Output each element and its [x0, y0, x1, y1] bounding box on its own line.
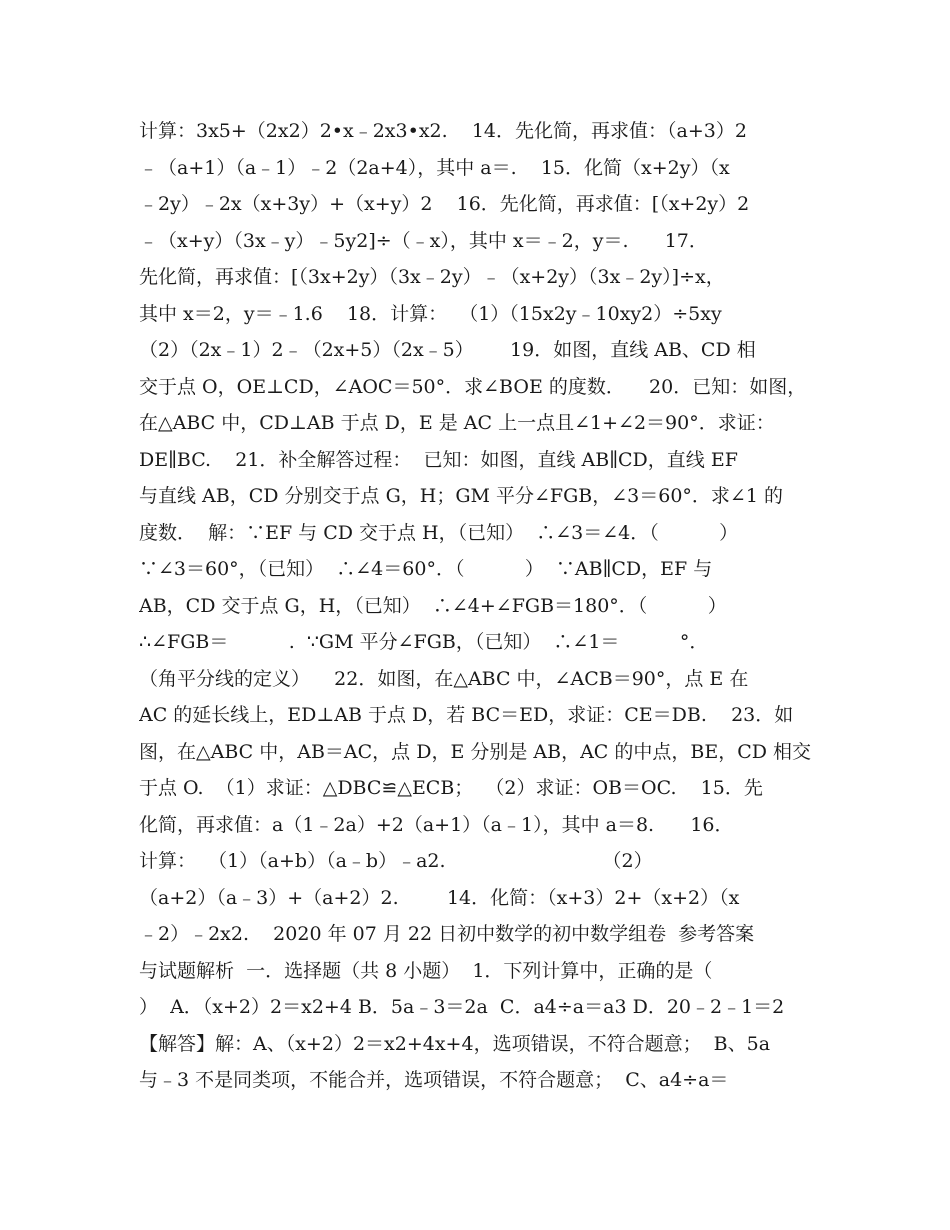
text-line: ﹣（a+1）（a﹣1）﹣2（2a+4），其中 a＝. 15．化简（x+2y）（x	[139, 156, 730, 179]
text-line: ∴∠FGB＝ . ∵GM 平分∠FGB，（已知） ∴∠1＝ °．	[139, 631, 709, 653]
text-line: DE∥BC. 21．补全解答过程： 已知：如图，直线 AB∥CD，直线 EF	[139, 448, 738, 471]
text-line: （角平分线的定义） 22．如图，在△ABC 中，∠ACB＝90°，点 E 在	[139, 667, 749, 690]
text-line: 于点 O. （1）求证：△DBC≌△ECB； （2）求证：OB＝OC. 15．先	[139, 777, 763, 799]
text-line: 图，在△ABC 中，AB＝AC，点 D，E 分别是 AB，AC 的中点，BE，CD 相交	[139, 740, 812, 763]
text-line: AC 的延长线上，ED⊥AB 于点 D，若 BC＝ED，求证：CE＝DB. 23．如	[139, 704, 794, 726]
text-line: ∵∠3＝60°，（已知） ∴∠4＝60°．（ ） ∵AB∥CD，EF 与	[139, 558, 713, 580]
text-line: ） A．（x+2）2＝x2+4 B．5a﹣3＝2a C．a4÷a＝a3 D．20﹣2﹣1＝2	[139, 996, 785, 1018]
text-line: （2）（2x﹣1）2﹣（2x+5）（2x﹣5） 19．如图，直线 AB、CD 相	[139, 339, 756, 361]
text-line: （a+2）（a﹣3）+（a+2）2. 14．化简：（x+3）2+（x+2）（x	[139, 886, 740, 909]
text-line: 与直线 AB，CD 分别交于点 G，H；GM 平分∠FGB，∠3＝60°．求∠1 的	[139, 485, 783, 507]
text-line: 在△ABC 中，CD⊥AB 于点 D，E 是 AC 上一点且∠1+∠2＝90°．求证：	[139, 412, 775, 434]
text-line: 计算：3x5+（2x2）2•x﹣2x3•x2. 14．先化简，再求值：（a+3）2	[139, 120, 747, 142]
text-line: ﹣2）﹣2x2. 2020 年 07 月 22 日初中数学的初中数学组卷 参考答案	[139, 923, 755, 945]
text-line: 与试题解析 一．选择题（共 8 小题） 1．下列计算中，正确的是（	[139, 959, 713, 982]
text-line: 计算： （1）（a+b）（a﹣b）﹣a2. （2）	[139, 850, 653, 872]
text-line: 度数． 解：∵EF 与 CD 交于点 H，（已知） ∴∠3＝∠4．（ ）	[139, 521, 739, 544]
text-line: 交于点 O，OE⊥CD，∠AOC＝50°．求∠BOE 的度数． 20．已知：如图，	[139, 375, 807, 398]
text-line: 化简，再求值：a（1﹣2a）+2（a+1）（a﹣1），其中 a＝8. 16．	[139, 813, 734, 836]
document-body	[139, 113, 819, 1099]
text-line: 先化简，再求值：[（3x+2y）（3x﹣2y）﹣（x+2y）（3x﹣2y）]÷x，	[139, 266, 725, 288]
text-line: AB，CD 交于点 G，H，（已知） ∴∠4+∠FGB＝180°．（ ）	[139, 594, 727, 617]
text-line: ﹣（x+y）（3x﹣y）﹣5y2]÷（﹣x），其中 x＝﹣2，y＝. 17．	[139, 229, 708, 252]
text-line: 其中 x＝2，y＝﹣1.6 18．计算： （1）（15x2y﹣10xy2）÷5xy	[139, 302, 722, 325]
text-line: 与﹣3 不是同类项，不能合并，选项错误，不符合题意； C、a4÷a＝	[139, 1069, 729, 1091]
text-line: 【解答】解：A、（x+2）2＝x2+4x+4，选项错误，不符合题意； B、5a	[139, 1032, 771, 1055]
text-line: ﹣2y）﹣2x（x+3y）+（x+y）2 16．先化简，再求值：[（x+2y）2	[139, 193, 750, 215]
